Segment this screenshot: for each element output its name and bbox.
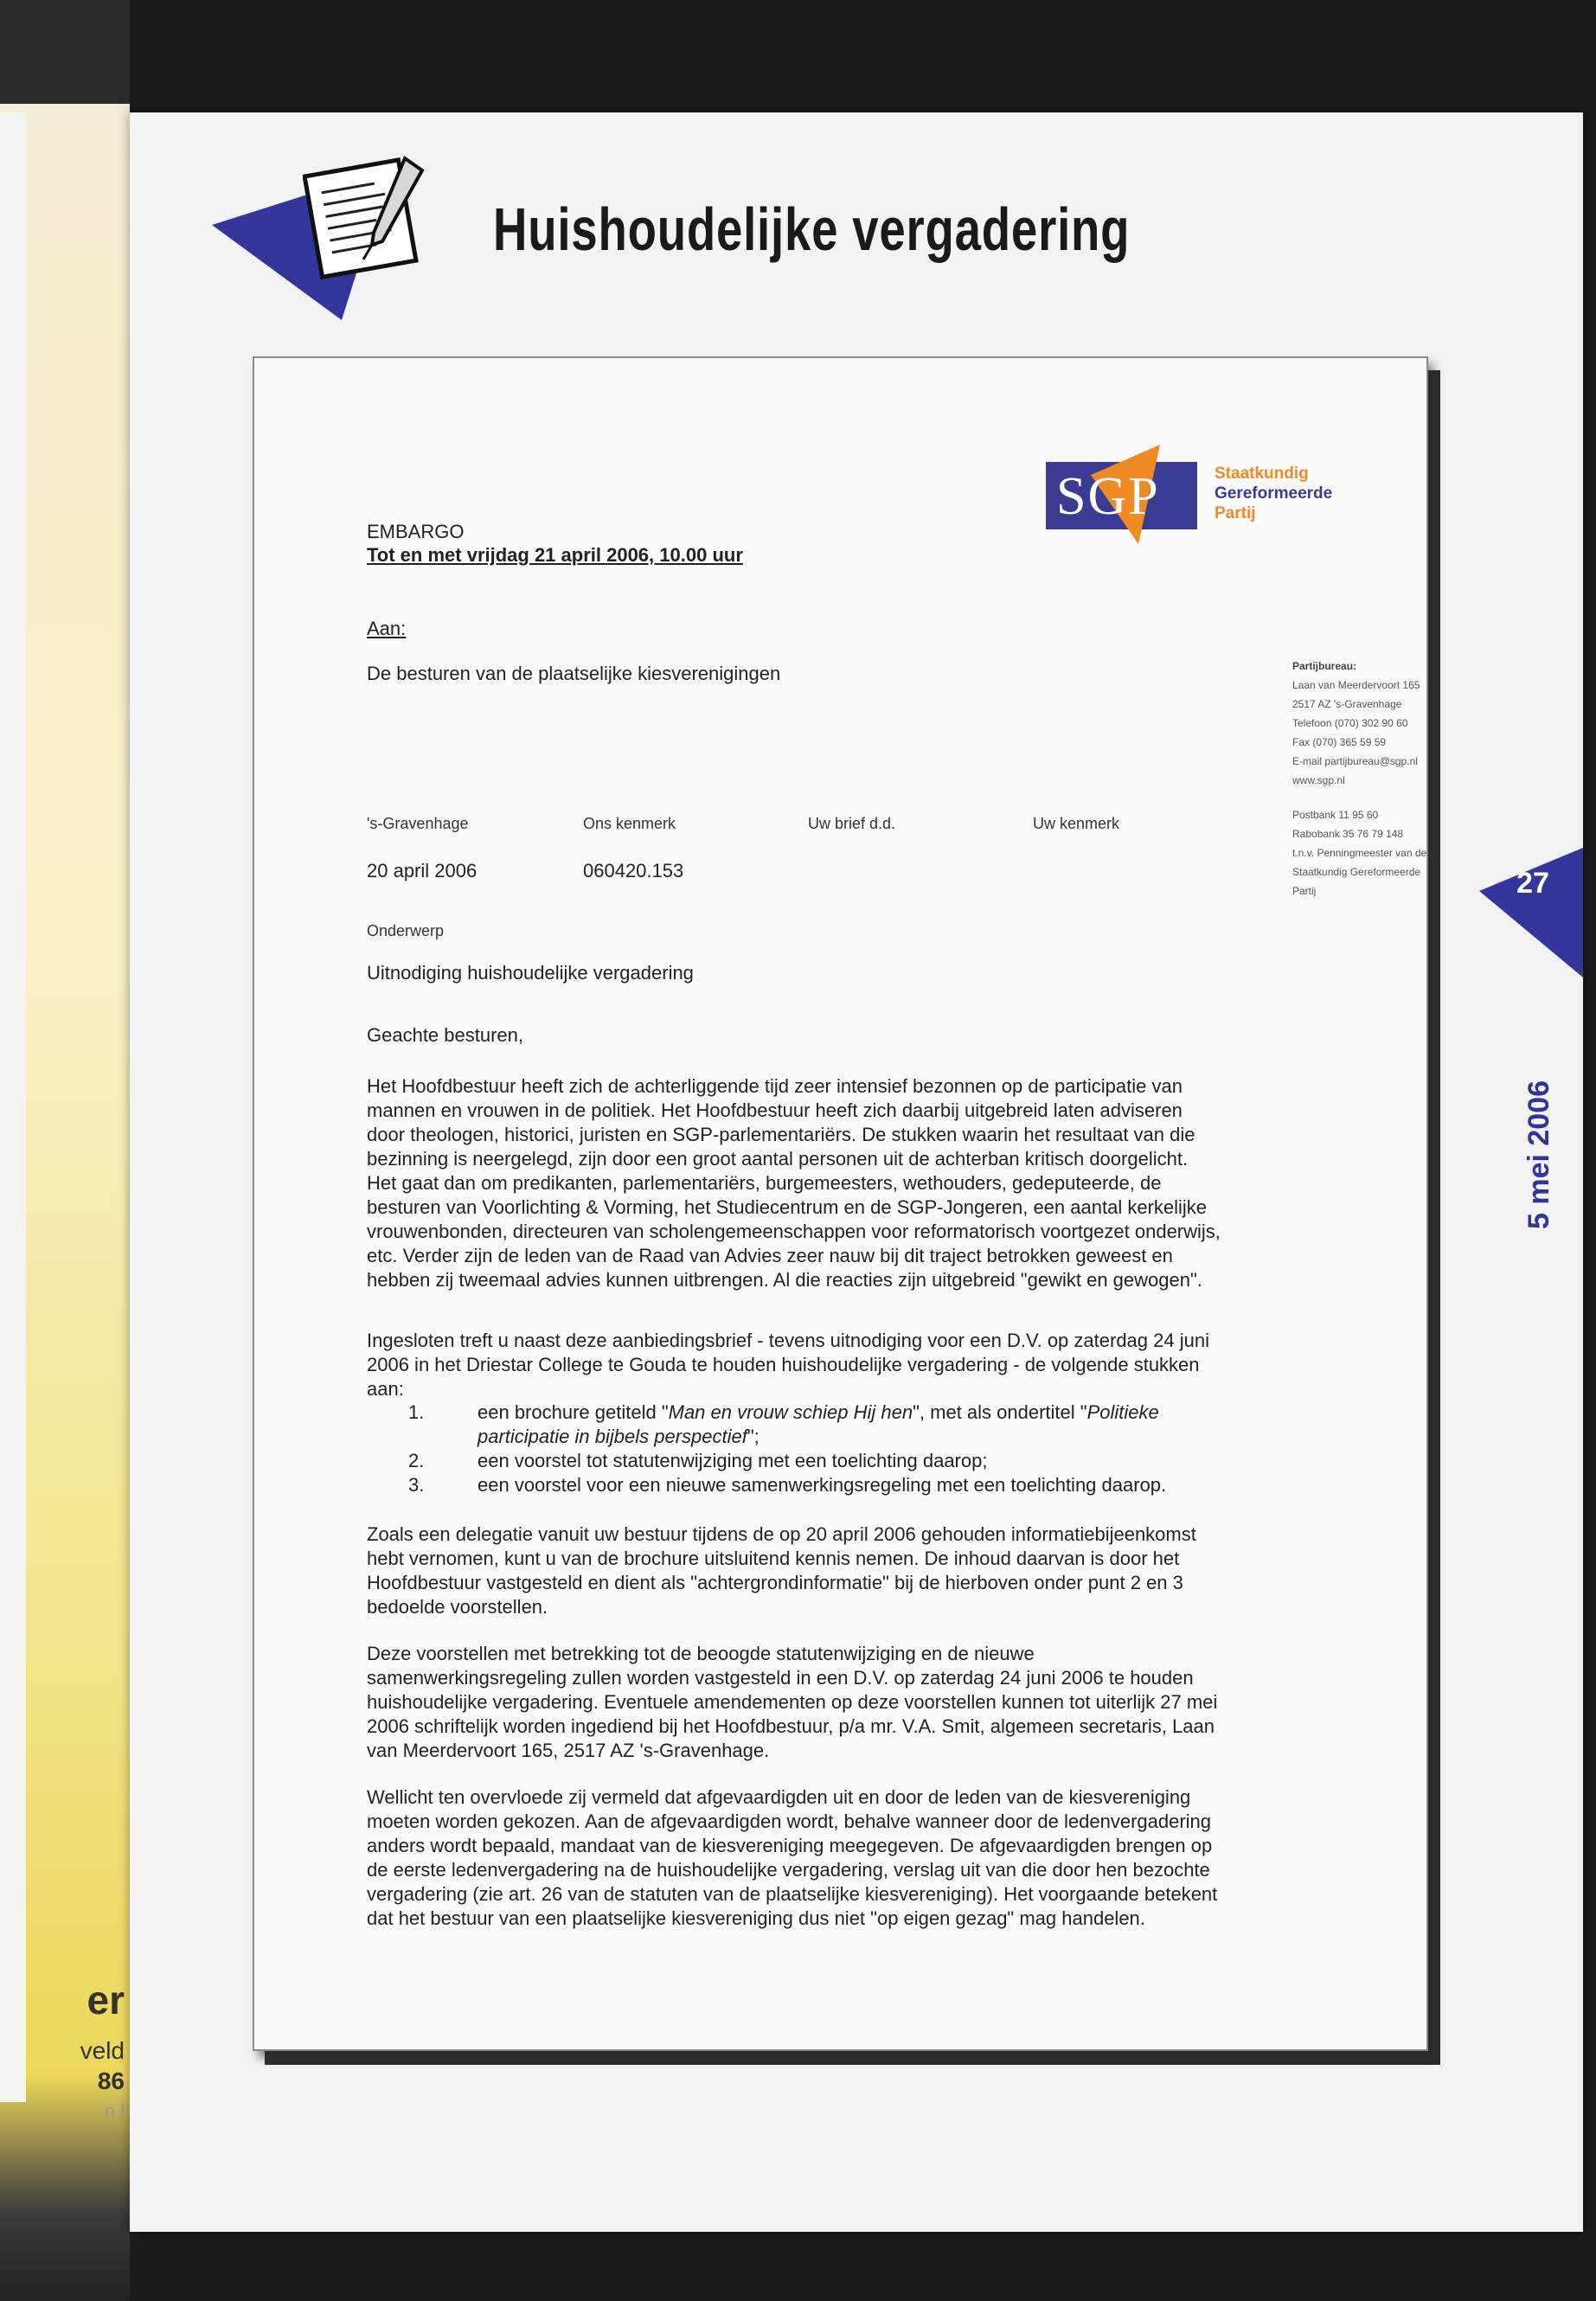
text-line: aan: [367, 1378, 404, 1400]
our-ref-label: Ons kenmerk [583, 815, 676, 832]
paragraph-2 [367, 1329, 1327, 1401]
salutation: Geachte besturen, [367, 1024, 524, 1046]
list-number: 2. [408, 1450, 425, 1471]
address-line: Fax (070) 365 59 59 [1292, 736, 1387, 748]
text-line: anders wordt bepaald, mandaat van de kiesvereniging meegegeven. De afgevaardigden brengen op [367, 1835, 1213, 1856]
document-with-pen-icon [303, 151, 433, 281]
bank-line: Partij [1292, 885, 1317, 897]
clipped-text: er [87, 1977, 125, 2022]
list-item-2: een voorstel tot statutenwijziging met een toelichting daarop; [478, 1450, 988, 1471]
previous-page-edge [0, 0, 130, 2301]
address-heading: Partijbureau: [1292, 660, 1357, 672]
logo-word: Partij [1215, 504, 1256, 522]
text-line: vrouwenbonden, directeuren van scholengemeenschappen voor reformatorisch voortgezet onderwijs, [367, 1221, 1221, 1242]
party-address [1292, 657, 1426, 901]
our-ref-value: 060420.153 [583, 860, 684, 881]
paragraph-5 [367, 1785, 1327, 1931]
text-line: moeten worden gekozen. Aan de afgevaardigden wordt, behalve wanneer door de ledenvergadering [367, 1811, 1212, 1832]
list-item-1: een brochure getiteld "Man en vrouw schiep Hij hen", met als ondertitel "Politieke [478, 1401, 1159, 1423]
clipped-text: 86 [97, 2067, 125, 2094]
text-line: de eerste ledenvergadering na de huishoudelijke vergadering, verslag uit van die door hen bezochte [367, 1859, 1210, 1881]
clipped-text: n l [104, 2100, 125, 2122]
to-label: Aan: [367, 618, 407, 639]
clipped-text: veld [80, 2037, 125, 2064]
text-line: door theologen, historici, juristen en SGP-parlementariërs. De stukken waarin het resultaat van die [367, 1124, 1195, 1145]
text-line: 2006 schriftelijk worden ingediend bij het Hoofdbestuur, p/a mr. V.A. Smit, algemeen secretaris, Laan [367, 1715, 1215, 1737]
letter-date: 20 april 2006 [367, 860, 478, 881]
page-margin [0, 112, 26, 2102]
subject: Uitnodiging huishoudelijke vergadering [367, 962, 694, 984]
paragraph-1 [367, 1074, 1327, 1292]
text-line: besturen van Voorlichting & Vorming, het Studiecentrum en de SGP-Jongeren, een aantal kerkelijke [367, 1196, 1208, 1218]
text-line: bedoelde voorstellen. [367, 1596, 548, 1618]
page-number: 27 [1516, 867, 1549, 900]
letter-document [253, 356, 1428, 2051]
recipient: De besturen van de plaatselijke kiesverenigingen [367, 663, 781, 684]
logo-word: Gereformeerde [1215, 484, 1333, 503]
text-line: Hoofdbestuur vastgesteld en dient als "achtergrondinformatie" bij de hierboven onder punt 2 en 3 [367, 1572, 1183, 1593]
list-item-3: een voorstel voor een nieuwe samenwerkingsregeling met een toelichting daarop. [478, 1474, 1167, 1496]
address-line: www.sgp.nl [1292, 774, 1345, 786]
text-line: hebben zij tweemaal advies kunnen uitbrengen. Al die reacties zijn uitgebreid "gewikt en gewogen". [367, 1269, 1202, 1291]
text-line: Wellicht ten overvloede zij vermeld dat afgevaardigden uit en door de leden van de kiesvereniging [367, 1786, 1191, 1808]
magazine-page [130, 112, 1583, 2232]
list-number: 3. [408, 1474, 425, 1496]
sgp-logo-letters: SGP [1056, 467, 1160, 526]
list-number: 1. [408, 1401, 425, 1423]
address-line: Laan van Meerdervoort 165 [1292, 679, 1420, 691]
text-line: Ingesloten treft u naast deze aanbiedingsbrief - tevens uitnodiging voor een D.V. op zaterdag 24 juni [367, 1330, 1209, 1351]
embargo-label: EMBARGO [367, 521, 465, 542]
place-label: 's-Gravenhage [367, 815, 469, 832]
address-line: E-mail partijbureau@sgp.nl [1292, 755, 1418, 767]
address-line: 2517 AZ 's-Gravenhage [1292, 698, 1402, 710]
text-line: vergadering (zie art. 26 van de statuten van de plaatselijke kiesvereniging). Het voorgaande betekent [367, 1883, 1218, 1905]
text-line: huishoudelijke vergadering. Eventuele amendementen op deze voorstellen kunnen tot uiterlijk 27 mei [367, 1691, 1218, 1713]
text-line: van Meerdervoort 165, 2517 AZ 's-Gravenhage. [367, 1740, 770, 1761]
list-item-1-cont: participatie in bijbels perspectief"; [478, 1426, 760, 1447]
text-line: etc. Verder zijn de leden van de Raad van Advies zeer nauw bij dit traject betrokken geweest en [367, 1245, 1173, 1266]
sgp-logo-wordmark [1215, 464, 1332, 523]
subject-label: Onderwerp [367, 922, 445, 939]
issue-date [1522, 1068, 1574, 1241]
text-line: Het Hoofdbestuur heeft zich de achterliggende tijd zeer intensief bezonnen op de participatie van [367, 1075, 1183, 1097]
text-line: hebt vernomen, kunt u van de brochure uitsluitend kennis nemen. De inhoud daarvan is door het [367, 1548, 1180, 1569]
your-letter-label: Uw brief d.d. [808, 815, 896, 832]
text-line: mannen en vrouwen in de politiek. Het Hoofdbestuur heeft zich daarbij uitgebreid laten adviseren [367, 1099, 1183, 1121]
bank-line: Postbank 11 95 60 [1292, 809, 1379, 821]
bank-line: t.n.v. Penningmeester van de [1292, 847, 1427, 859]
bank-line: Staatkundig Gereformeerde [1292, 866, 1421, 878]
your-ref-label: Uw kenmerk [1033, 815, 1120, 832]
logo-word: Staatkundig [1215, 465, 1309, 483]
text-line: bezinning is neergelegd, zijn door een groot aantal personen uit de achterban kritisch doorgelicht. [367, 1148, 1189, 1170]
issue-date-text: 5 mei 2006 [1522, 1080, 1555, 1230]
address-line: Telefoon (070) 302 90 60 [1292, 717, 1408, 729]
page-title: Huishoudelijke vergadering [493, 195, 1131, 263]
paragraph-3 [367, 1522, 1327, 1619]
text-line: samenwerkingsregeling zullen worden vastgesteld in een D.V. op zaterdag 24 juni 2006 te houden [367, 1667, 1194, 1689]
sgp-logo [1046, 445, 1392, 548]
paragraph-4 [367, 1642, 1327, 1763]
text-line: Het gaat dan om predikanten, parlementariërs, burgemeesters, wethouders, gedeputeerde, de [367, 1172, 1162, 1194]
text-line: Zoals een delegatie vanuit uw bestuur tijdens de op 20 april 2006 gehouden informatiebijeenkomst [367, 1523, 1196, 1545]
text-line: Deze voorstellen met betrekking tot de beoogde statutenwijziging en de nieuwe [367, 1643, 1035, 1664]
bank-line: Rabobank 35 76 79 148 [1292, 828, 1404, 840]
text-line: 2006 in het Driestar College te Gouda te houden huishoudelijke vergadering - de volgende stukken [367, 1354, 1200, 1375]
embargo-date: Tot en met vrijdag 21 april 2006, 10.00 uur [367, 544, 743, 566]
text-line: dat het bestuur van een plaatselijke kiesvereniging dus niet "op eigen gezag" mag handelen. [367, 1907, 1145, 1929]
